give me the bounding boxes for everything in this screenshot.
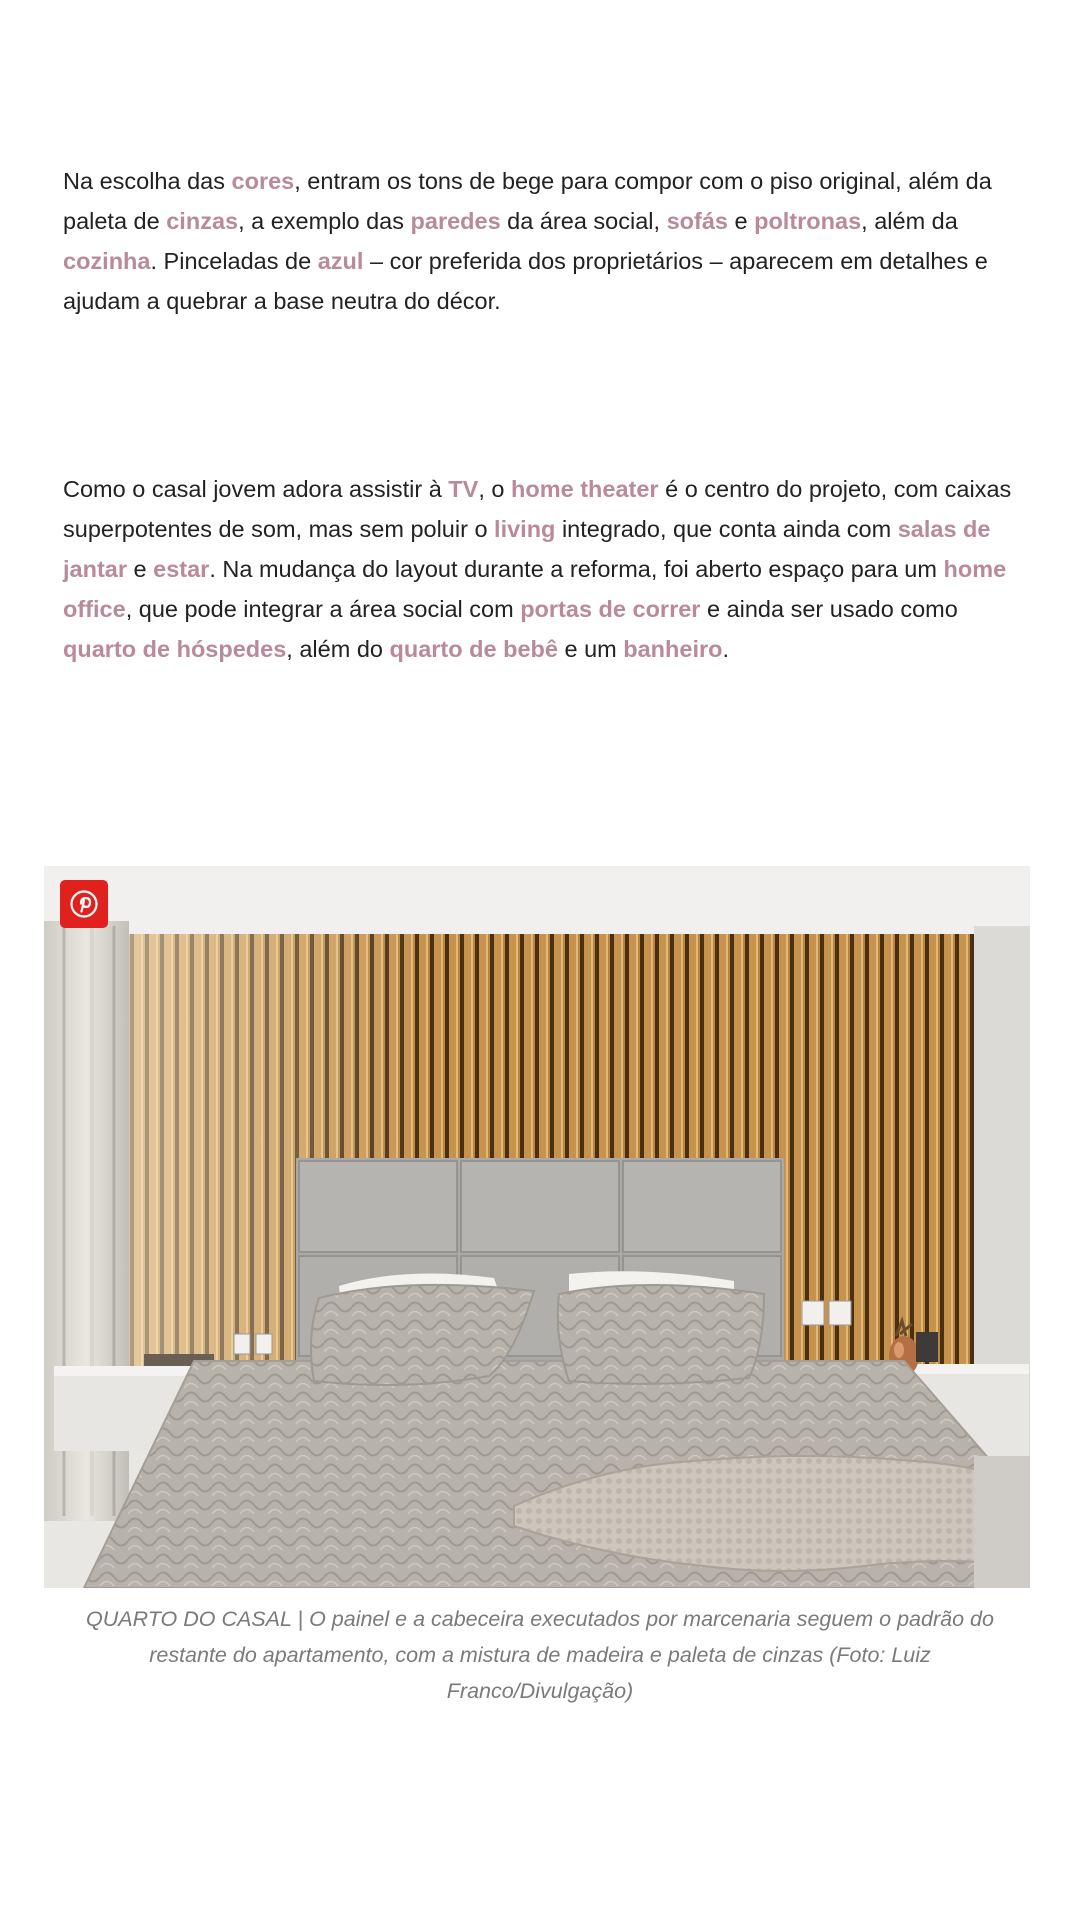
link-estar[interactable]: estar	[153, 556, 210, 582]
photo-caption: QUARTO DO CASAL | O painel e a cabeceira executados por marcenaria seguem o padrão do restante do apartamento, com a mistura de madeira e paleta de cinzas (Foto: Luiz Franco/Divulgação)	[86, 1607, 994, 1703]
bedroom-illustration	[44, 866, 1030, 1588]
link-quarto-de-hospedes[interactable]: quarto de hóspedes	[63, 636, 287, 662]
article-paragraph-colors	[63, 161, 1033, 321]
link-banheiro[interactable]: banheiro	[623, 636, 723, 662]
link-tv[interactable]: TV	[448, 476, 479, 502]
text: .	[722, 636, 730, 662]
link-quarto-de-bebe[interactable]: quarto de bebê	[389, 636, 558, 662]
text: , a exemplo das	[238, 208, 411, 234]
link-cores[interactable]: cores	[231, 168, 295, 194]
text: e ainda ser usado como	[700, 596, 958, 622]
bedroom-photo	[44, 866, 1030, 1588]
text: . Na mudança do layout durante a reforma, foi aberto espaço para um	[209, 556, 944, 582]
text: , entram os tons de bege para compor com o piso original, além da paleta de	[63, 168, 992, 234]
link-living[interactable]: living	[494, 516, 556, 542]
link-home-office[interactable]: home office	[63, 556, 1007, 622]
link-cinzas[interactable]: cinzas	[166, 208, 239, 234]
link-azul[interactable]: azul	[317, 248, 364, 274]
link-portas-de-correr[interactable]: portas de correr	[520, 596, 701, 622]
text: , que pode integrar a área social com	[125, 596, 521, 622]
text: é o centro do projeto, com caixas superpotentes de som, mas sem poluir o	[63, 476, 1012, 542]
text: integrado, que conta ainda com	[555, 516, 898, 542]
link-paredes[interactable]: paredes	[410, 208, 501, 234]
text: . Pinceladas de	[150, 248, 318, 274]
text: da área social,	[500, 208, 667, 234]
pinterest-icon	[69, 889, 99, 919]
link-salas-de-jantar[interactable]: salas de jantar	[63, 516, 991, 582]
text: e	[727, 208, 755, 234]
link-home-theater[interactable]: home theater	[511, 476, 659, 502]
text: , o	[478, 476, 511, 502]
text: Na escolha das	[63, 168, 232, 194]
text: e	[127, 556, 154, 582]
text: – cor preferida dos proprietários – aparecem em detalhes e ajudam a quebrar a base neutra do décor.	[63, 248, 988, 314]
article-paragraph-layout	[63, 469, 1033, 669]
text: e um	[557, 636, 624, 662]
link-sofas[interactable]: sofás	[666, 208, 728, 234]
link-cozinha[interactable]: cozinha	[63, 248, 151, 274]
text: Como o casal jovem adora assistir à	[63, 476, 449, 502]
link-poltronas[interactable]: poltronas	[754, 208, 862, 234]
text: , além da	[861, 208, 958, 234]
text: , além do	[286, 636, 390, 662]
pinterest-save-button[interactable]	[60, 880, 108, 928]
